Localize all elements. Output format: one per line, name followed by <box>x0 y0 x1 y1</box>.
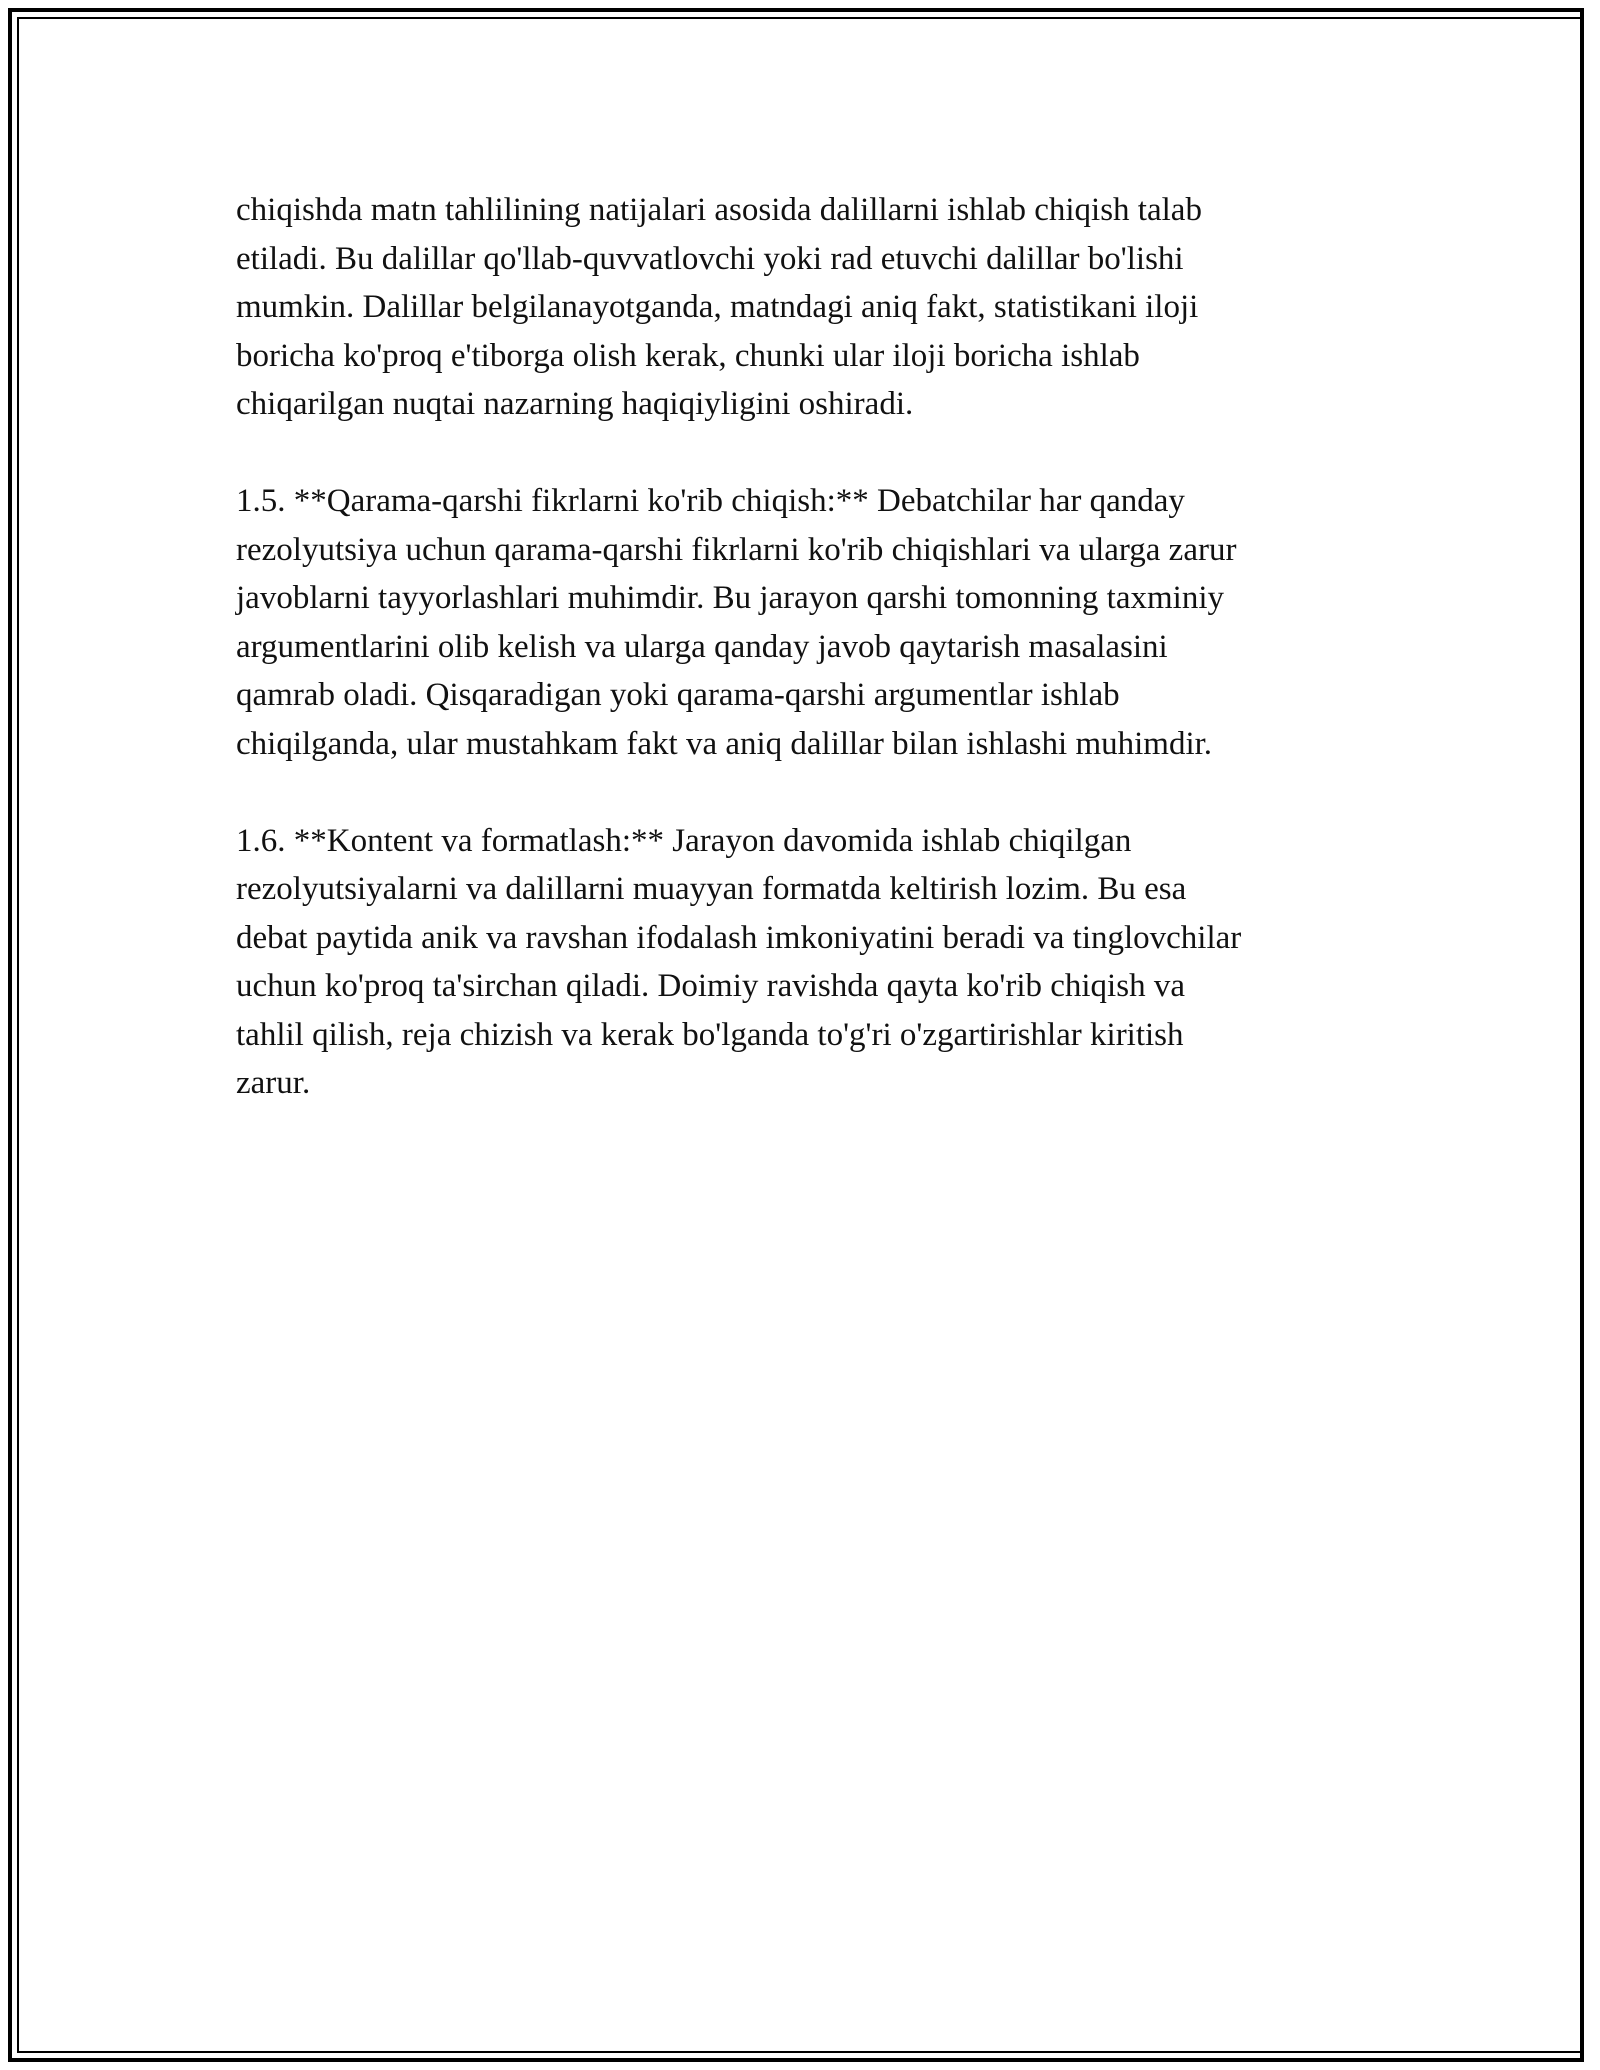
paragraph-content-formatting: 1.6. **Kontent va formatlash:** Jarayon davomida ishlab chiqilgan rezolyutsiyalarni va dalillarni muayyan formatda keltirish lozim. Bu esa debat paytida anik va ravshan ifodalash imkoniyatini beradi va tinglovchilar uchun ko'proq ta'sirchan qiladi. Doimiy ravishda qayta ko'rib chiqish va tahlil qilish, reja chizish va kerak bo'lganda to'g'ri o'zgartirishlar kiritish zarur. <box>236 822 1242 1101</box>
document-body <box>236 186 1366 1108</box>
paragraph-counterarguments: 1.5. **Qarama-qarshi fikrlarni ko'rib chiqish:** Debatchilar har qanday rezolyutsiya uchun qarama-qarshi fikrlarni ko'rib chiqishlari va ularga zarur javoblarni tayyorlashlari muhimdir. Bu jarayon qarshi tomonning taxminiy argumentlarini olib kelish va ularga qanday javob qaytarish masalasini qamrab oladi. Qisqaradigan yoki qarama-qarshi argumentlar ishlab chiqilganda, ular mustahkam fakt va aniq dalillar bilan ishlashi muhimdir. <box>236 483 1237 762</box>
paragraph-evidence: chiqishda matn tahlilining natijalari asosida dalillarni ishlab chiqish talab etiladi. Bu dalillar qo'llab-quvvatlovchi yoki rad etuvchi dalillar bo'lishi mumkin. Dalillar belgilanayotganda, matndagi aniq fakt, statistikani iloji boricha ko'proq e'tiborga olish kerak, chunki ular iloji boricha ishlab chiqarilgan nuqtai nazarning haqiqiyligini oshiradi. <box>236 192 1202 422</box>
